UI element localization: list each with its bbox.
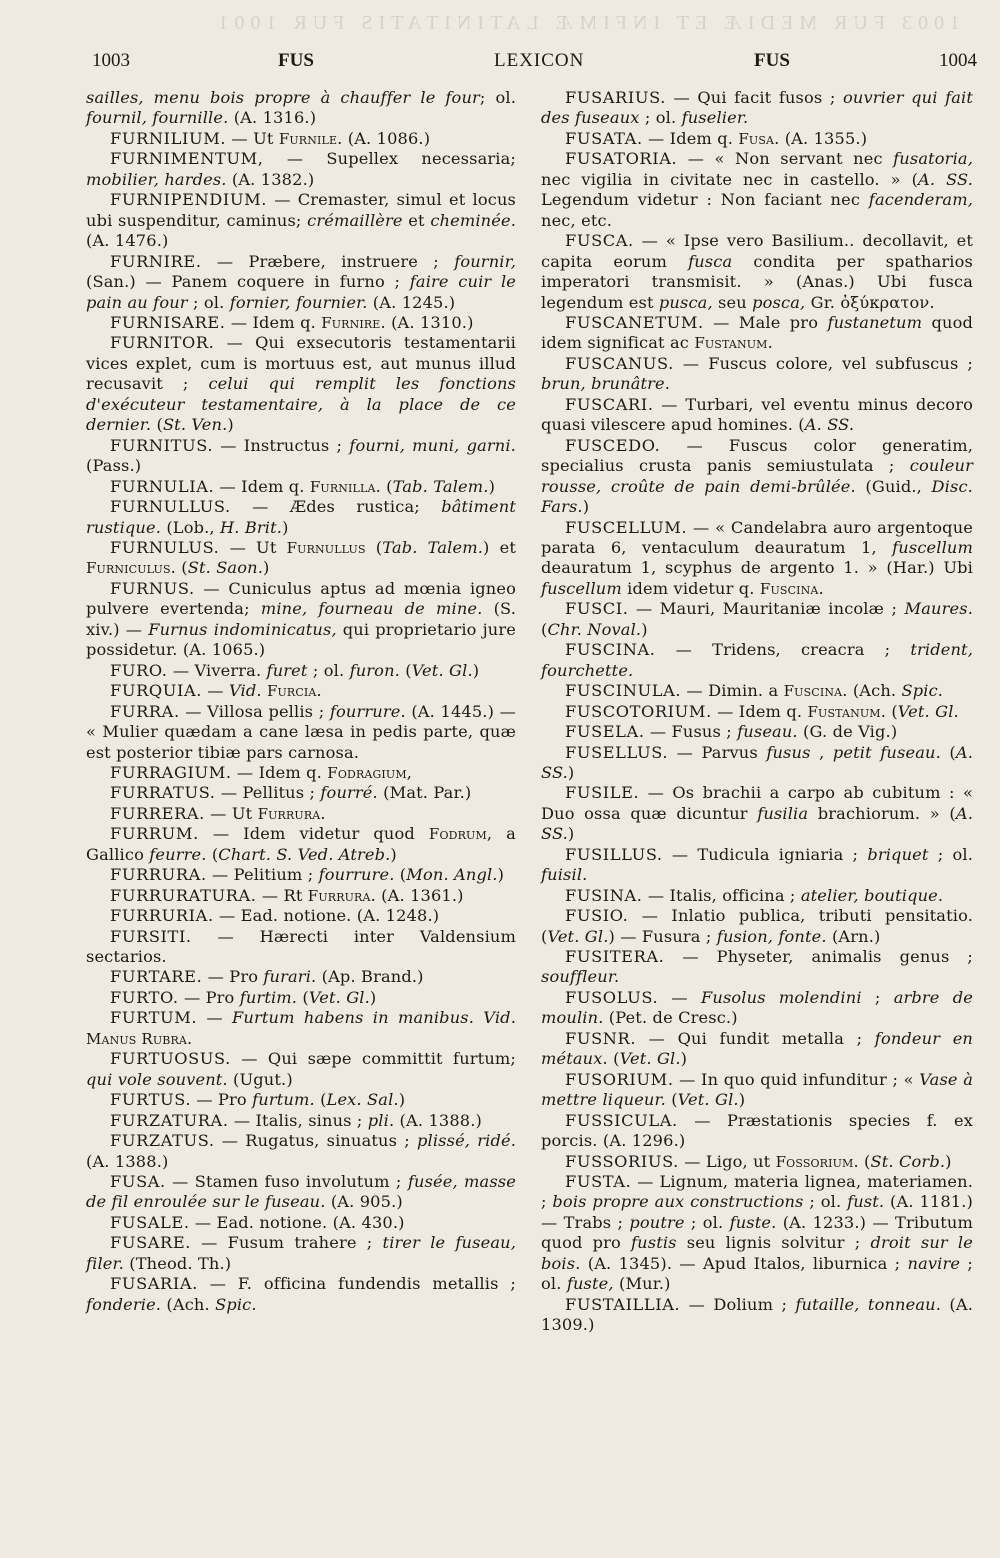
dictionary-entry: FUSCI. — Mauri, Mauritaniæ incolæ ; Maures. (Chr. Noval.): [541, 599, 973, 639]
dictionary-entry: FUSARIUS. — Qui facit fusos ; ouvrier qui fait des fuseaux ; ol. fuselier.: [541, 88, 973, 128]
dictionary-entry: FUSARE. — Fusum trahere ; tirer le fuseau, filer. (Theod. Th.): [86, 1233, 516, 1273]
dictionary-entry: FUSTAILLIA. — Dolium ; futaille, tonneau. (A. 1309.): [541, 1294, 973, 1335]
page-number-right: 1004: [939, 50, 977, 71]
dictionary-entry: FURRERA. — Ut Furrura.: [110, 803, 326, 823]
dictionary-entry: FUSALE. — Ead. notione. (A. 430.): [110, 1212, 405, 1232]
dictionary-entry: FUSCARI. — Turbari, vel eventu minus decoro quasi vilescere apud homines. (A. SS.: [541, 394, 973, 435]
dictionary-entry: FURTUOSUS. — Qui sæpe committit furtum; qui vole souvent. (Ugut.): [86, 1049, 516, 1089]
dictionary-entry: FUSCEDO. — Fuscus color generatim, specialius crusta panis semiustulata ; couleur rousse, croûte de pain demi-brûlée. (Guid., Disc. Fars.): [541, 435, 973, 517]
dictionary-entry: FURO. — Viverra. furet ; ol. furon. (Vet. Gl.): [110, 660, 480, 680]
page-number-left: 1003: [92, 50, 130, 71]
header-title: LEXICON: [494, 50, 585, 71]
dictionary-entry: FUSELLUS. — Parvus fusus , petit fuseau. (A. SS.): [541, 742, 973, 782]
dictionary-entry: FURNULIA. — Idem q. Furnilla. (Tab. Talem.): [110, 476, 496, 496]
catchword-left: FUS: [278, 50, 314, 71]
dictionary-entry: FUSCINULA. — Dimin. a Fuscina. (Ach. Spic.: [565, 681, 944, 701]
dictionary-entry: FURTARE. — Pro furari. (Ap. Brand.): [110, 967, 424, 987]
dictionary-entry: FUSOLUS. — Fusolus molendini ; arbre de moulin. (Pet. de Cresc.): [541, 987, 973, 1028]
dictionary-entry: FUSITERA. — Physeter, animalis genus ; souffleur.: [541, 947, 973, 987]
dictionary-entry: sailles, menu bois propre à chauffer le four; ol. fournil, fournille. (A. 1316.): [86, 88, 516, 128]
dictionary-entry: FUSCANUS. — Fuscus colore, vel subfuscus ; brun, brunâtre.: [541, 353, 973, 394]
dictionary-entry: FURNILIUM. — Ut Furnile. (A. 1086.): [110, 128, 431, 148]
dictionary-entry: FURRURA. — Pelitium ; fourrure. (Mon. Angl.): [110, 865, 505, 885]
left-column: [86, 88, 516, 1315]
dictionary-entry: FURNISARE. — Idem q. Furnire. (A. 1310.): [110, 312, 474, 332]
dictionary-entry: FURNULLUS. — Ædes rustica; bâtiment rustique. (Lob., H. Brit.): [86, 497, 516, 537]
dictionary-entry: FURRATUS. — Pellitus ; fourré. (Mat. Par.): [110, 783, 472, 803]
dictionary-entry: FUSCINA. — Tridens, creacra ; trident, fourchette.: [541, 640, 973, 680]
dictionary-entry: FURRUM. — Idem videtur quod Fodrum, a Gallico feurre. (Chart. S. Ved. Atreb.): [86, 824, 516, 864]
dictionary-entry: FURRAGIUM. — Idem q. Fodragium,: [110, 762, 413, 782]
dictionary-entry: FUSCA. — « Ipse vero Basilium.. decollavit, et capita eorum fusca condita per spatharios imperatori transmisit. » (Anas.) Ubi fusca legendum est pusca, seu posca, Gr. ὀξύκρατον.: [541, 231, 973, 312]
dictionary-entry: FURNIRE. — Præbere, instruere ; fournir, (San.) — Panem coquere in furno ; faire cuir le pain au four ; ol. fornier, fournier. (A. 1245.): [86, 251, 517, 312]
dictionary-entry: FUSCOTORIUM. — Idem q. Fustanum. (Vet. Gl.: [565, 701, 959, 721]
dictionary-entry: FURTUS. — Pro furtum. (Lex. Sal.): [110, 1090, 406, 1110]
dictionary-entry: FURZATUS. — Rugatus, sinuatus ; plissé, ridé. (A. 1388.): [86, 1131, 516, 1171]
dictionary-entry: FURNIPENDIUM. — Cremaster, simul et locus ubi suspenditur, caminus; crémaillère et cheminée. (A. 1476.): [86, 190, 516, 251]
dictionary-entry: FUSCELLUM. — « Candelabra auro argentoque parata 6, ventaculum deauratum 1, fuscellum deauratum 1, scyphus de argento 1. » (Har.) Ubi fuscellum idem videtur q. Fuscina.: [541, 517, 973, 598]
dictionary-entry: FURRURATURA. — Rt Furrura. (A. 1361.): [110, 885, 464, 905]
dictionary-entry: FURZATURA. — Italis, sinus ; pli. (A. 1388.): [110, 1110, 483, 1130]
dictionary-entry: FUSILLUS. — Tudicula igniaria ; briquet ; ol. fuisil.: [541, 844, 973, 885]
dictionary-entry: FURNITUS. — Instructus ; fourni, muni, garni. (Pass.): [86, 435, 516, 476]
dictionary-entry: FUSTA. — Lignum, materia lignea, materiamen. ; bois propre aux constructions ; ol. fust. (A. 1181.) — Trabs ; poutre ; ol. fuste. (A. 1233.) — Tributum quod pro fustis seu lignis solvitur ; droit sur le bois. (A. 1345). — Apud Italos, liburnica ; navire ; ol. fuste, (Mur.): [541, 1172, 973, 1294]
dictionary-entry: FUSSICULA. — Præstationis species f. ex porcis. (A. 1296.): [541, 1110, 973, 1151]
dictionary-entry: FURTO. — Pro furtim. (Vet. Gl.): [110, 987, 377, 1007]
dictionary-entry: FURRA. — Villosa pellis ; fourrure. (A. 1445.) — « Mulier quædam a cane læsa in pedis parte, quæ est posterior tibiæ pars carnosa.: [86, 701, 516, 762]
dictionary-entry: FUSATORIA. — « Non servant nec fusatoria, nec vigilia in civitate nec in castello. » (A. SS. Legendum videtur : Non faciant nec facenderam, nec, etc.: [541, 149, 973, 230]
dictionary-entry: FURRURIA. — Ead. notione. (A. 1248.): [110, 906, 440, 926]
dictionary-entry: FURTUM. — Furtum habens in manibus. Vid. Manus Rubra.: [86, 1008, 516, 1048]
dictionary-entry: FURSITI. — Hærecti inter Valdensium sectarios.: [86, 926, 516, 967]
dictionary-entry: FUSIO. — Inlatio publica, tributi pensitatio. (Vet. Gl.) — Fusura ; fusion, fonte. (Arn.): [541, 906, 973, 946]
right-column: [541, 88, 973, 1336]
dictionary-entry: FUSSORIUS. — Ligo, ut Fossorium. (St. Corb.): [565, 1151, 952, 1171]
dictionary-entry: FURNIMENTUM, — Supellex necessaria; mobilier, hardes. (A. 1382.): [86, 149, 516, 189]
dictionary-entry: FUSNR. — Qui fundit metalla ; fondeur en métaux. (Vet. Gl.): [541, 1028, 974, 1069]
dictionary-entry: FURNITOR. — Qui exsecutoris testamentarii vices explet, cum is mortuus est, aut munus illud recusavit ; celui qui remplit les fonctions d'exécuteur testamentaire, à la place de ce dernier. (St. Ven.): [86, 333, 516, 435]
bleed-through-text: 1003 FUR MEDIÆ ET INFIMÆ LATINITATIS FUR 1001: [212, 12, 960, 34]
catchword-right: FUS: [754, 50, 790, 71]
dictionary-entry: FURNULUS. — Ut Furnullus (Tab. Talem.) et Furniculus. (St. Saon.): [86, 537, 517, 578]
dictionary-entry: FUSA. — Stamen fuso involutum ; fusée, masse de fil enroulée sur le fuseau. (A. 905.): [86, 1172, 516, 1212]
dictionary-entry: FUSORIUM. — In quo quid infunditur ; « Vase à mettre liqueur. (Vet. Gl.): [541, 1069, 974, 1110]
dictionary-entry: FUSINA. — Italis, officina ; atelier, boutique.: [565, 885, 944, 905]
running-header: [92, 50, 977, 80]
dictionary-entry: FUSARIA. — F. officina fundendis metallis ; fonderie. (Ach. Spic.: [86, 1274, 516, 1314]
dictionary-entry: FUSATA. — Idem q. Fusa. (A. 1355.): [565, 128, 868, 148]
dictionary-entry: FUSCANETUM. — Male pro fustanetum quod idem significat ac Fustanum.: [541, 312, 974, 353]
dictionary-entry: FURQUIA. — Vid. Furcia.: [110, 681, 322, 701]
dictionary-entry: FURNUS. — Cuniculus aptus ad mœnia igneo pulvere evertenda; mine, fourneau de mine. (S. xiv.) — Furnus indominicatus, qui proprietario jure possidetur. (A. 1065.): [86, 578, 517, 660]
dictionary-entry: FUSELA. — Fusus ; fuseau. (G. de Vig.): [565, 722, 898, 742]
dictionary-entry: FUSILE. — Os brachii a carpo ab cubitum : « Duo ossa quæ dicuntur fusilia brachiorum. » (A. SS.): [541, 783, 973, 844]
